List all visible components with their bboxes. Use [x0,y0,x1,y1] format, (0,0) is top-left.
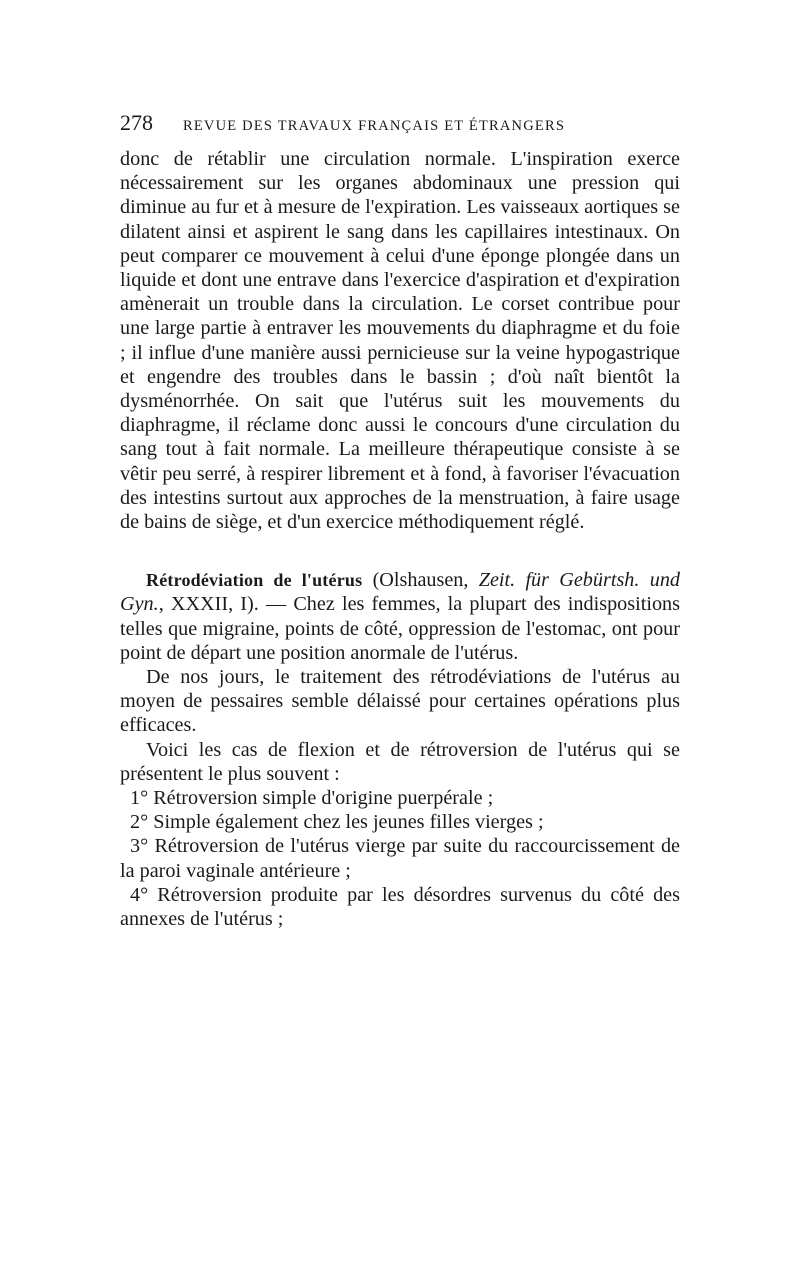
source-journal: Zeit. für Gebürtsh. und Gyn. [120,569,681,616]
continuation-paragraph: donc de rétablir une circulation normale. L'inspiration exerce nécessairement sur les organes abdominaux une pression qui diminue au fur et à mesure de l'expiration. Les vaisseaux aortiques se dilatent ainsi et aspirent le sang dans les capillaires intestinaux. On peut comparer ce mouvement à celui d'une éponge plongée dans un liquide et dont une entrave dans l'exercice d'aspiration et d'expiration amènerait un trouble dans la circulation. Le corset contribue pour une large partie à entraver les mouvements du diaphragme et du foie ; il influe d'une manière aussi pernicieuse sur la veine hypogastrique et engendre des troubles dans le bassin ; d'où naît bientôt la dysménorrhée. On sait que l'utérus suit les mouvements du diaphragme, il réclame donc aussi le concours d'une circulation du sang tout à fait normale. La meilleure thérapeutique consiste à se vêtir peu serré, à respirer librement et à fond, à favoriser l'évacuation des intestins surtout aux approches de la menstruation, à faire usage de bains de siège, et d'un exercice méthodiquement réglé. [120,148,680,534]
list-item: 2° Simple également chez les jeunes filles vierges ; [130,811,544,834]
list-item: 1° Rétroversion simple d'origine puerpérale ; [130,787,494,810]
list-item: 3° Rétroversion de l'utérus vierge par suite du raccourcissement de la paroi vaginale antérieure ; [120,835,680,882]
paragraph-cases-intro: Voici les cas de flexion et de rétroversion de l'utérus qui se présentent le plus souvent : [120,738,680,785]
intro-text: Chez les femmes, la plupart des indispositions telles que migraine, points de côté, oppression de l'estomac, ont pour point de départ une position anormale de l'utérus. [120,593,680,664]
paragraph-pessaires: De nos jours, le traitement des rétrodéviations de l'utérus au moyen de pessaires semble délaissé pour certaines opérations plus efficaces. [120,666,680,737]
source-author: (Olshausen, [372,569,479,592]
section-intro-paragraph [120,568,680,665]
source-reference: , XXXII, I). — [158,593,294,616]
running-header [120,110,680,140]
section-title: Rétrodéviation de l'utérus [146,570,363,591]
journal-page [120,110,680,931]
page-number: 278 [120,110,153,135]
running-title: REVUE DES TRAVAUX FRANÇAIS ET ÉTRANGERS [183,118,566,134]
section-spacer [120,534,680,568]
list-item: 4° Rétroversion produite par les désordres survenus du côté des annexes de l'utérus ; [120,883,680,931]
